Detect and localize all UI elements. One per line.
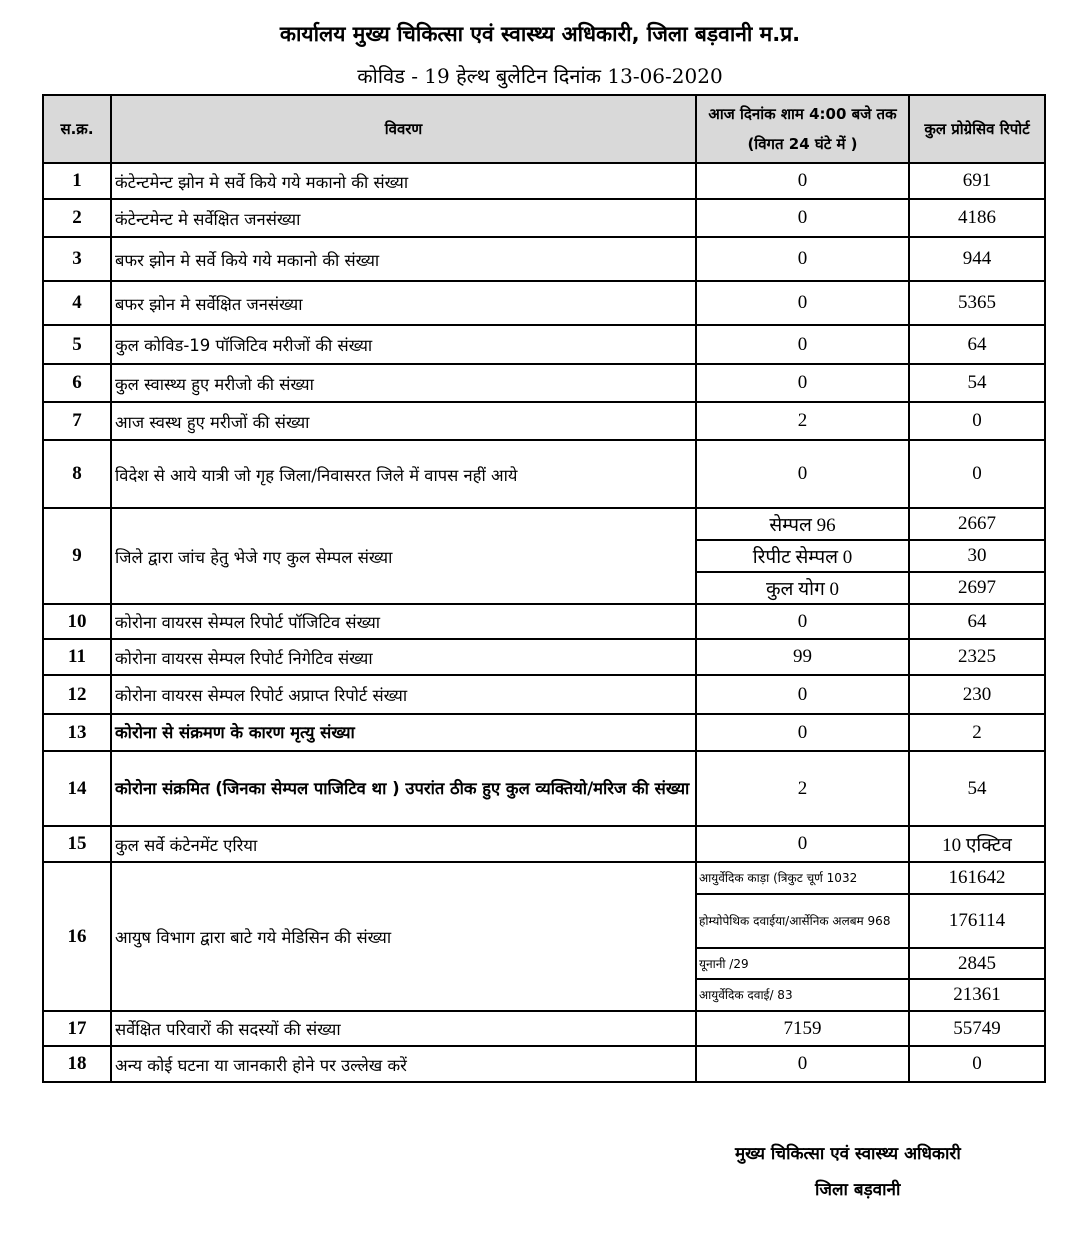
table-row	[43, 199, 1045, 237]
table-row	[43, 402, 1045, 440]
subrow-total: 2667	[909, 508, 1045, 540]
subrow-total: 30	[909, 540, 1045, 572]
row-desc: कुल कोविड-19 पॉजिटिव मरीजों की संख्या	[111, 325, 696, 364]
row-total: 691	[909, 163, 1045, 199]
row-desc: कुल स्वास्थ्य हुए मरीजो की संख्या	[111, 364, 696, 402]
header-desc: विवरण	[111, 95, 696, 163]
row-sn: 15	[43, 826, 111, 862]
row-today: 0	[696, 199, 909, 237]
table-row	[43, 1011, 1045, 1046]
signatory-district: जिला बड़वानी	[815, 1180, 901, 1200]
row-total: 4186	[909, 199, 1045, 237]
subrow-total: 21361	[909, 979, 1045, 1011]
row-today: 99	[696, 639, 909, 675]
row-desc: कुल सर्वे कंटेनमेंट एरिया	[111, 826, 696, 862]
row-sn: 5	[43, 325, 111, 364]
subrow-total: 176114	[909, 894, 1045, 948]
row-today: 0	[696, 440, 909, 508]
row-sn: 17	[43, 1011, 111, 1046]
table-header-row	[43, 95, 1045, 163]
row-sn: 14	[43, 751, 111, 826]
row-sn: 9	[43, 508, 111, 604]
row-desc: कोरोना वायरस सेम्पल रिपोर्ट अप्राप्त रिपोर्ट संख्या	[111, 675, 696, 714]
row-today: 7159	[696, 1011, 909, 1046]
row-sn: 6	[43, 364, 111, 402]
row-today: 0	[696, 281, 909, 325]
row-desc: विदेश से आये यात्री जो गृह जिला/निवासरत जिले में वापस नहीं आये	[111, 440, 696, 508]
bulletin-subtitle: कोविड - 19 हेल्थ बुलेटिन दिनांक 13-06-2020	[357, 64, 723, 88]
row-desc: कोरोना संक्रमित (जिनका सेम्पल पाजिटिव था ) उपरांत ठीक हुए कुल व्यक्तियो/मरिज की संख्या	[111, 751, 696, 826]
table-row	[43, 639, 1045, 675]
row-sn: 18	[43, 1046, 111, 1082]
table-row	[43, 826, 1045, 862]
row-total: 0	[909, 440, 1045, 508]
table-row	[43, 862, 1045, 894]
row-today: 0	[696, 714, 909, 751]
header-today: आज दिनांक शाम 4:00 बजे तक (विगत 24 घंटे में )	[696, 95, 909, 163]
row-total: 54	[909, 364, 1045, 402]
table-row	[43, 508, 1045, 540]
row-total: 0	[909, 402, 1045, 440]
row-today: 0	[696, 163, 909, 199]
table-row	[43, 604, 1045, 639]
row-desc: बफर झोन मे सर्वेक्षित जनसंख्या	[111, 281, 696, 325]
subrow-today: रिपीट सेम्पल 0	[696, 540, 909, 572]
row-total: 64	[909, 325, 1045, 364]
table-row	[43, 237, 1045, 281]
row-today: 0	[696, 237, 909, 281]
row-total: 0	[909, 1046, 1045, 1082]
row-today: 0	[696, 325, 909, 364]
row-sn: 1	[43, 163, 111, 199]
row-desc: जिले द्वारा जांच हेतु भेजे गए कुल सेम्पल संख्या	[111, 508, 696, 604]
row-today: 0	[696, 675, 909, 714]
row-total: 55749	[909, 1011, 1045, 1046]
row-today: 0	[696, 364, 909, 402]
row-desc: आयुष विभाग द्वारा बाटे गये मेडिसिन की संख्या	[111, 862, 696, 1011]
row-sn: 11	[43, 639, 111, 675]
subrow-today: कुल योग 0	[696, 572, 909, 604]
subrow-total: 2845	[909, 948, 1045, 979]
subrow-total: 161642	[909, 862, 1045, 894]
table-row	[43, 714, 1045, 751]
row-total: 944	[909, 237, 1045, 281]
row-desc: कंटेन्टमेन्ट झोन मे सर्वे किये गये मकानो की संख्या	[111, 163, 696, 199]
table-row	[43, 751, 1045, 826]
row-total: 10 एक्टिव	[909, 826, 1045, 862]
page-title: कार्यालय मुख्य चिकित्सा एवं स्वास्थ्य अधिकारी, जिला बड़वानी म.प्र.	[279, 22, 801, 46]
row-today: 2	[696, 751, 909, 826]
header-sn: स.क्र.	[43, 95, 111, 163]
row-total: 2325	[909, 639, 1045, 675]
row-sn: 2	[43, 199, 111, 237]
subrow-today: सेम्पल 96	[696, 508, 909, 540]
row-sn: 7	[43, 402, 111, 440]
row-total: 54	[909, 751, 1045, 826]
row-sn: 10	[43, 604, 111, 639]
row-today: 0	[696, 604, 909, 639]
table-row	[43, 364, 1045, 402]
row-desc: कोरोना वायरस सेम्पल रिपोर्ट निगेटिव संख्या	[111, 639, 696, 675]
table-row	[43, 163, 1045, 199]
row-sn: 8	[43, 440, 111, 508]
row-today: 0	[696, 1046, 909, 1082]
row-total: 230	[909, 675, 1045, 714]
row-total: 2	[909, 714, 1045, 751]
subrow-total: 2697	[909, 572, 1045, 604]
row-total: 64	[909, 604, 1045, 639]
row-desc: कंटेन्टमेन्ट मे सर्वेक्षित जनसंख्या	[111, 199, 696, 237]
row-desc: बफर झोन मे सर्वे किये गये मकानो की संख्या	[111, 237, 696, 281]
row-desc: कोरोना वायरस सेम्पल रिपोर्ट पॉजिटिव संख्या	[111, 604, 696, 639]
row-desc: कोरोना से संक्रमण के कारण मृत्यु संख्या	[111, 714, 696, 751]
row-desc: आज स्वस्थ हुए मरीजों की संख्या	[111, 402, 696, 440]
signatory-designation: मुख्य चिकित्सा एवं स्वास्थ्य अधिकारी	[735, 1144, 961, 1164]
row-today: 2	[696, 402, 909, 440]
row-today: 0	[696, 826, 909, 862]
row-desc: अन्य कोई घटना या जानकारी होने पर उल्लेख करें	[111, 1046, 696, 1082]
subrow-today: होम्योपेथिक दवाईया/आर्सेनिक अलबम 968	[696, 894, 909, 948]
row-sn: 13	[43, 714, 111, 751]
subrow-today: यूनानी /29	[696, 948, 909, 979]
subrow-today: आयुर्वेदिक काड़ा (त्रिकुट चूर्ण 1032	[696, 862, 909, 894]
header-total: कुल प्रोग्रेसिव रिपोर्ट	[909, 95, 1045, 163]
table-row	[43, 325, 1045, 364]
table-row	[43, 281, 1045, 325]
row-sn: 16	[43, 862, 111, 1011]
row-sn: 4	[43, 281, 111, 325]
row-desc: सर्वेक्षित परिवारों की सदस्यों की संख्या	[111, 1011, 696, 1046]
bulletin-table	[42, 94, 1046, 1083]
row-sn: 3	[43, 237, 111, 281]
row-total: 5365	[909, 281, 1045, 325]
row-sn: 12	[43, 675, 111, 714]
subrow-today: आयुर्वेदिक दवाई/ 83	[696, 979, 909, 1011]
table-row	[43, 1046, 1045, 1082]
table-row	[43, 440, 1045, 508]
table-row	[43, 675, 1045, 714]
